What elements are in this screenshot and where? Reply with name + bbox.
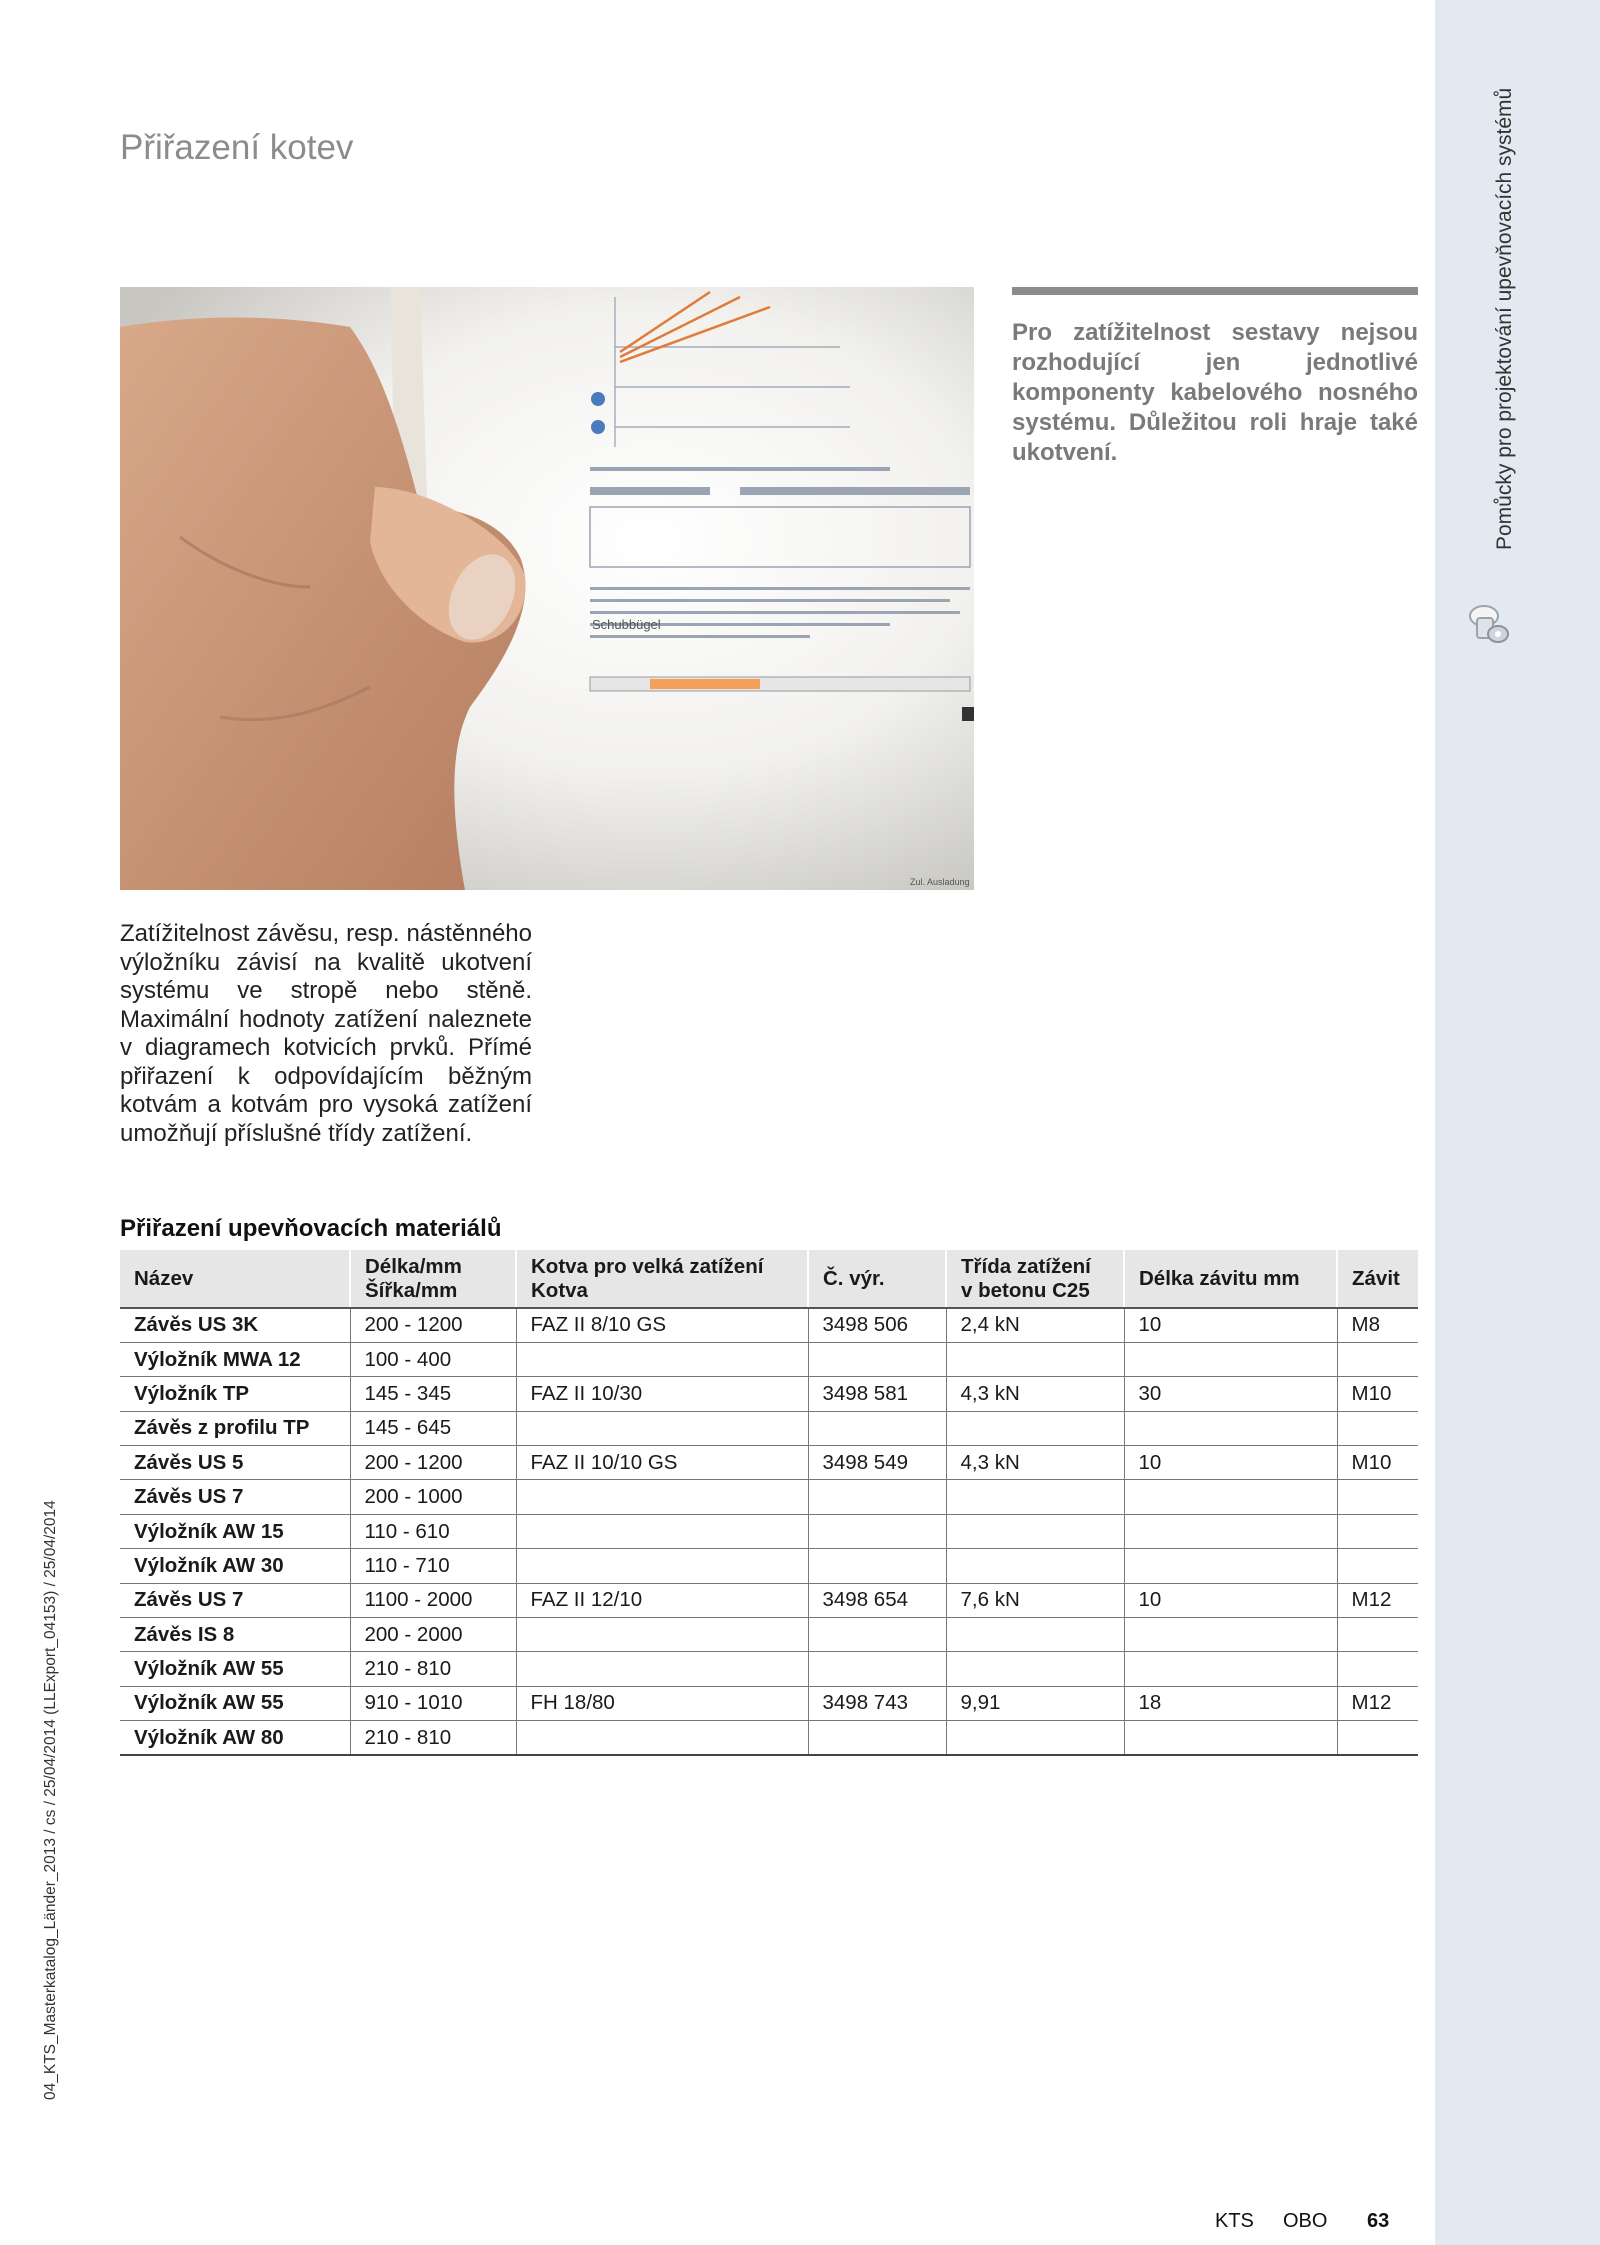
footer-brand: OBO bbox=[1283, 2210, 1328, 2232]
table-row bbox=[120, 1618, 1418, 1652]
cell-article: 3498 549 bbox=[808, 1446, 946, 1480]
page-number: 63 bbox=[1367, 2210, 1390, 2232]
cell-thread bbox=[1337, 1411, 1418, 1445]
table-row bbox=[120, 1411, 1418, 1445]
table-row bbox=[120, 1377, 1418, 1411]
cell-name: Výložník AW 30 bbox=[120, 1549, 350, 1583]
col-header-anchor: Kotva pro velká zatížení Kotva bbox=[516, 1250, 808, 1308]
cell-anchor: FAZ II 10/30 bbox=[516, 1377, 808, 1411]
footer-section: KTS bbox=[1215, 2210, 1254, 2232]
cell-article: 3498 743 bbox=[808, 1686, 946, 1720]
cell-article bbox=[808, 1480, 946, 1514]
cell-thread: M12 bbox=[1337, 1583, 1418, 1617]
cell-load bbox=[946, 1514, 1124, 1548]
cell-load: 2,4 kN bbox=[946, 1308, 1124, 1342]
cell-length: 200 - 1200 bbox=[350, 1446, 516, 1480]
cell-thread bbox=[1337, 1480, 1418, 1514]
cell-thread-length bbox=[1124, 1411, 1337, 1445]
cell-article bbox=[808, 1411, 946, 1445]
cell-name: Výložník AW 55 bbox=[120, 1652, 350, 1686]
table-row bbox=[120, 1308, 1418, 1342]
col-header-name: Název bbox=[120, 1250, 350, 1308]
cell-name: Závěs US 5 bbox=[120, 1446, 350, 1480]
cell-anchor bbox=[516, 1721, 808, 1755]
cell-article bbox=[808, 1618, 946, 1652]
cell-length: 910 - 1010 bbox=[350, 1686, 516, 1720]
cell-load: 4,3 kN bbox=[946, 1446, 1124, 1480]
cell-name: Závěs US 7 bbox=[120, 1480, 350, 1514]
table-row bbox=[120, 1686, 1418, 1720]
sidebar-section-label: Pomůcky pro projektování upevňovacích systémů bbox=[1493, 87, 1516, 550]
cell-thread-length: 10 bbox=[1124, 1308, 1337, 1342]
cell-anchor: FAZ II 12/10 bbox=[516, 1583, 808, 1617]
col-header-article: Č. výr. bbox=[808, 1250, 946, 1308]
cell-thread: M10 bbox=[1337, 1377, 1418, 1411]
photo-text-schubbuegel: Schubbügel bbox=[592, 617, 661, 632]
cell-article bbox=[808, 1652, 946, 1686]
catalog-photo bbox=[120, 287, 974, 890]
cell-thread-length: 18 bbox=[1124, 1686, 1337, 1720]
cell-name: Závěs US 7 bbox=[120, 1583, 350, 1617]
col-header-thread-length: Délka závitu mm bbox=[1124, 1250, 1337, 1308]
cell-thread bbox=[1337, 1342, 1418, 1376]
table-row bbox=[120, 1549, 1418, 1583]
table-header-row bbox=[120, 1250, 1418, 1308]
cell-load bbox=[946, 1618, 1124, 1652]
col-header-length: Délka/mm Šířka/mm bbox=[350, 1250, 516, 1308]
cell-load: 4,3 kN bbox=[946, 1377, 1124, 1411]
cell-article bbox=[808, 1342, 946, 1376]
cell-anchor bbox=[516, 1480, 808, 1514]
cell-thread bbox=[1337, 1514, 1418, 1548]
cell-anchor bbox=[516, 1411, 808, 1445]
cell-length: 110 - 710 bbox=[350, 1549, 516, 1583]
col-header-load-class: Třída zatížení v betonu C25 bbox=[946, 1250, 1124, 1308]
cell-thread-length bbox=[1124, 1549, 1337, 1583]
cell-anchor bbox=[516, 1652, 808, 1686]
intro-paragraph: Zatížitelnost závěsu, resp. nástěnného výložníku závisí na kvalitě ukotvení systému ve stropě nebo stěně. Maximální hodnoty zatížení naleznete v diagramech kotvicích prvků. Přímé přiřazení k odpovídajícím běžným kotvám a kotvám pro vysoká zatížení umožňují příslušné třídy zatížení. bbox=[120, 920, 532, 1147]
cell-thread-length bbox=[1124, 1480, 1337, 1514]
table-row bbox=[120, 1721, 1418, 1755]
cell-thread-length: 30 bbox=[1124, 1377, 1337, 1411]
cell-name: Závěs z profilu TP bbox=[120, 1411, 350, 1445]
table-row bbox=[120, 1652, 1418, 1686]
cell-anchor bbox=[516, 1342, 808, 1376]
cell-thread: M8 bbox=[1337, 1308, 1418, 1342]
cell-length: 200 - 1200 bbox=[350, 1308, 516, 1342]
cell-name: Výložník TP bbox=[120, 1377, 350, 1411]
table-row bbox=[120, 1446, 1418, 1480]
cell-article: 3498 654 bbox=[808, 1583, 946, 1617]
table-row bbox=[120, 1480, 1418, 1514]
cell-name: Závěs IS 8 bbox=[120, 1618, 350, 1652]
cell-length: 200 - 1000 bbox=[350, 1480, 516, 1514]
cell-name: Závěs US 3K bbox=[120, 1308, 350, 1342]
cell-anchor bbox=[516, 1514, 808, 1548]
cell-load: 9,91 bbox=[946, 1686, 1124, 1720]
cell-load: 7,6 kN bbox=[946, 1583, 1124, 1617]
cell-thread bbox=[1337, 1721, 1418, 1755]
cell-thread: M10 bbox=[1337, 1446, 1418, 1480]
table-row bbox=[120, 1514, 1418, 1548]
cell-load bbox=[946, 1721, 1124, 1755]
cell-length: 145 - 645 bbox=[350, 1411, 516, 1445]
cell-load bbox=[946, 1342, 1124, 1376]
cell-name: Výložník AW 55 bbox=[120, 1686, 350, 1720]
cell-thread-length bbox=[1124, 1721, 1337, 1755]
cell-name: Výložník MWA 12 bbox=[120, 1342, 350, 1376]
cell-length: 100 - 400 bbox=[350, 1342, 516, 1376]
cell-article: 3498 581 bbox=[808, 1377, 946, 1411]
cell-article bbox=[808, 1514, 946, 1548]
anchor-bolt-icon bbox=[1462, 598, 1514, 650]
cell-thread-length bbox=[1124, 1514, 1337, 1548]
cell-thread bbox=[1337, 1549, 1418, 1583]
cell-anchor bbox=[516, 1618, 808, 1652]
cell-length: 210 - 810 bbox=[350, 1721, 516, 1755]
cell-load bbox=[946, 1411, 1124, 1445]
cell-thread bbox=[1337, 1652, 1418, 1686]
page-title: Přiřazení kotev bbox=[120, 128, 354, 167]
cell-thread-length: 10 bbox=[1124, 1446, 1337, 1480]
photo-text-ausladung: Zul. Ausladung bbox=[910, 877, 970, 887]
cell-article: 3498 506 bbox=[808, 1308, 946, 1342]
cell-load bbox=[946, 1652, 1124, 1686]
anchor-assignment-table bbox=[120, 1250, 1418, 1756]
cell-name: Výložník AW 15 bbox=[120, 1514, 350, 1548]
cell-article bbox=[808, 1721, 946, 1755]
cell-thread bbox=[1337, 1618, 1418, 1652]
cell-article bbox=[808, 1549, 946, 1583]
cell-length: 145 - 345 bbox=[350, 1377, 516, 1411]
side-note: Pro zatížitelnost sestavy nejsou rozhodující jen jednotlivé komponenty kabelového nosného systému. Důležitou roli hraje také ukotvení. bbox=[1012, 319, 1418, 466]
cell-length: 110 - 610 bbox=[350, 1514, 516, 1548]
cell-thread-length bbox=[1124, 1618, 1337, 1652]
cell-thread-length bbox=[1124, 1652, 1337, 1686]
table-title: Přiřazení upevňovacích materiálů bbox=[120, 1215, 502, 1242]
cell-name: Výložník AW 80 bbox=[120, 1721, 350, 1755]
cell-thread: M12 bbox=[1337, 1686, 1418, 1720]
cell-anchor: FAZ II 8/10 GS bbox=[516, 1308, 808, 1342]
cell-length: 210 - 810 bbox=[350, 1652, 516, 1686]
table-row bbox=[120, 1342, 1418, 1376]
table-row bbox=[120, 1583, 1418, 1617]
cell-load bbox=[946, 1480, 1124, 1514]
cell-anchor: FAZ II 10/10 GS bbox=[516, 1446, 808, 1480]
col-header-thread: Závit bbox=[1337, 1250, 1418, 1308]
cell-anchor: FH 18/80 bbox=[516, 1686, 808, 1720]
cell-length: 1100 - 2000 bbox=[350, 1583, 516, 1617]
cell-anchor bbox=[516, 1549, 808, 1583]
footer-file-info: 04_KTS_Masterkatalog_Länder_2013 / cs / 25/04/2014 (LLExport_04153) / 25/04/2014 bbox=[42, 1500, 59, 2100]
cell-thread-length: 10 bbox=[1124, 1583, 1337, 1617]
side-note-rule bbox=[1012, 287, 1418, 295]
cell-length: 200 - 2000 bbox=[350, 1618, 516, 1652]
cell-load bbox=[946, 1549, 1124, 1583]
cell-thread-length bbox=[1124, 1342, 1337, 1376]
